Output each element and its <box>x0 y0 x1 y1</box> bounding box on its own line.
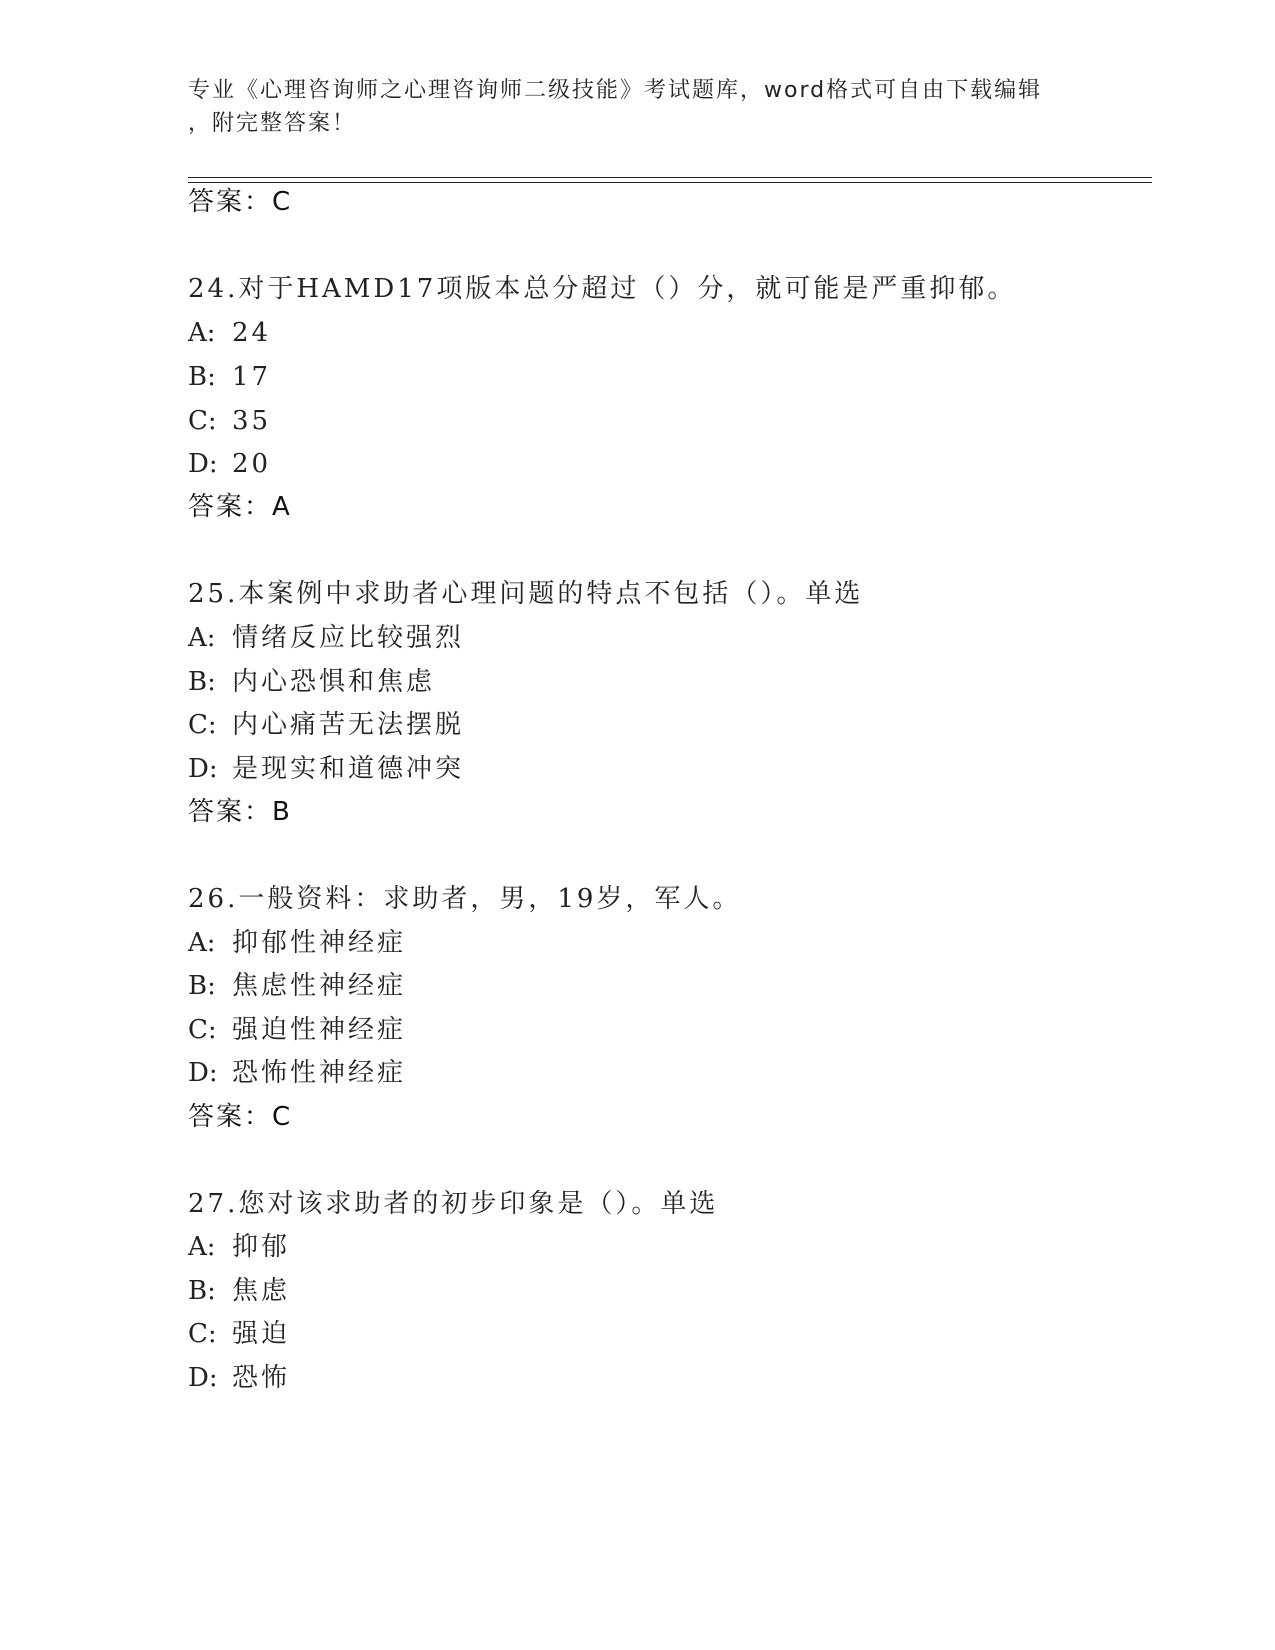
question-24-option-c <box>188 406 271 436</box>
option-letter: D: <box>188 754 218 784</box>
question-27-option-d <box>188 1363 290 1393</box>
option-letter: B: <box>188 971 216 1001</box>
question-26-answer: 答案：C <box>188 1102 293 1132</box>
option-letter: D: <box>188 1058 218 1088</box>
question-27: 27.您对该求助者的初步印象是（）。单选 <box>188 1189 719 1219</box>
option-text: 抑郁 <box>232 1232 291 1262</box>
question-25-option-d <box>188 754 464 784</box>
option-letter: A: <box>188 1232 216 1262</box>
header-divider-bottom <box>188 182 1152 183</box>
option-text: 恐怖性神经症 <box>232 1058 407 1088</box>
question-24: 24.对于HAMD17项版本总分超过（）分，就可能是严重抑郁。 <box>188 274 1017 304</box>
question-24-option-b <box>188 362 271 392</box>
question-26-option-d <box>188 1058 406 1088</box>
option-letter: C: <box>188 1015 217 1045</box>
question-25-option-b <box>188 667 435 697</box>
option-text: 强迫 <box>232 1319 291 1349</box>
question-24-answer: 答案：A <box>188 492 292 522</box>
option-text: 是现实和道德冲突 <box>232 754 465 784</box>
header-title-line-1: 专业《心理咨询师之心理咨询师二级技能》考试题库，word格式可自由下载编辑 <box>188 78 1043 103</box>
header-divider-top <box>188 177 1152 178</box>
question-25-answer: 答案：B <box>188 797 292 827</box>
question-27-option-a <box>188 1232 290 1262</box>
option-letter: A: <box>188 318 216 348</box>
option-text: 35 <box>232 406 272 436</box>
option-text: 情绪反应比较强烈 <box>232 623 465 653</box>
option-text: 内心痛苦无法摆脱 <box>232 710 465 740</box>
option-letter: D: <box>188 449 218 479</box>
page-header <box>188 74 1088 140</box>
option-letter: B: <box>188 1276 216 1306</box>
option-letter: B: <box>188 362 216 392</box>
option-letter: C: <box>188 710 217 740</box>
question-26-option-b <box>188 971 406 1001</box>
option-letter: C: <box>188 1319 217 1349</box>
question-26: 26.一般资料：求助者，男，19岁，军人。 <box>188 884 742 914</box>
option-letter: C: <box>188 406 217 436</box>
option-text: 恐怖 <box>232 1363 291 1393</box>
question-26-option-a <box>188 928 406 958</box>
question-26-option-c <box>188 1015 406 1045</box>
option-text: 抑郁性神经症 <box>232 928 407 958</box>
question-25: 25.本案例中求助者心理问题的特点不包括（）。单选 <box>188 579 864 609</box>
option-letter: A: <box>188 623 216 653</box>
option-text: 内心恐惧和焦虑 <box>232 667 436 697</box>
previous-answer: 答案：C <box>188 187 293 217</box>
option-letter: D: <box>188 1363 218 1393</box>
option-letter: A: <box>188 928 216 958</box>
option-letter: B: <box>188 667 216 697</box>
option-text: 17 <box>232 362 272 392</box>
question-24-option-d <box>188 449 271 479</box>
option-text: 20 <box>232 449 272 479</box>
option-text: 强迫性神经症 <box>232 1015 407 1045</box>
question-24-option-a <box>188 318 271 348</box>
option-text: 24 <box>232 318 272 348</box>
question-27-option-c <box>188 1319 290 1349</box>
option-text: 焦虑 <box>232 1276 291 1306</box>
question-27-option-b <box>188 1276 290 1306</box>
option-text: 焦虑性神经症 <box>232 971 407 1001</box>
question-25-option-c <box>188 710 464 740</box>
question-25-option-a <box>188 623 464 653</box>
header-title-line-2: ，附完整答案！ <box>188 111 357 136</box>
